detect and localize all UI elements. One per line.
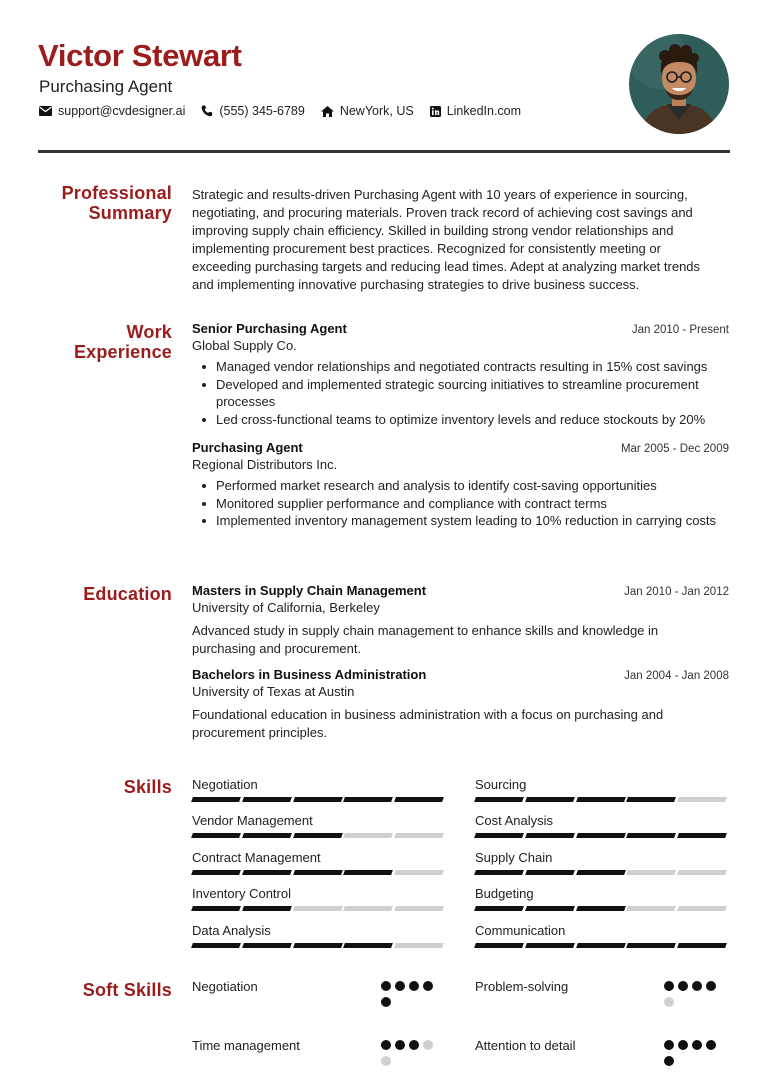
skill-segment-empty bbox=[394, 906, 444, 911]
contact-location bbox=[321, 104, 414, 118]
skill-segment-empty bbox=[626, 870, 676, 875]
skill-segment-filled bbox=[293, 797, 343, 802]
skill-segment-filled bbox=[576, 833, 626, 838]
skill-name: Vendor Management bbox=[192, 813, 313, 828]
school: University of California, Berkeley bbox=[192, 600, 380, 615]
rating-dot-filled bbox=[678, 981, 688, 991]
skill-item bbox=[475, 813, 729, 838]
skill-segment-filled bbox=[626, 797, 676, 802]
skill-segment-filled bbox=[626, 833, 676, 838]
rating-dot-filled bbox=[706, 981, 716, 991]
phone-icon bbox=[201, 105, 213, 117]
soft-skill-name: Time management bbox=[192, 1038, 300, 1053]
email-text: support@cvdesigner.ai bbox=[58, 104, 186, 118]
skill-segment-filled bbox=[525, 797, 575, 802]
skill-rating-bar bbox=[475, 943, 729, 948]
skill-segment-filled bbox=[191, 833, 241, 838]
job-bullets bbox=[192, 477, 729, 530]
skill-segment-filled bbox=[474, 797, 524, 802]
job-bullet: Performed market research and analysis to identify cost-saving opportunities bbox=[192, 477, 729, 495]
section-heading-education: Education bbox=[83, 584, 172, 604]
skill-name: Budgeting bbox=[475, 886, 534, 901]
contact-email[interactable] bbox=[39, 104, 185, 118]
section-heading-experience: Work Experience bbox=[73, 322, 172, 362]
contact-bar bbox=[39, 104, 537, 118]
job-dates: Jan 2010 - Present bbox=[631, 324, 729, 336]
skill-segment-filled bbox=[525, 870, 575, 875]
skill-name: Sourcing bbox=[475, 777, 527, 792]
skill-rating-bar bbox=[192, 797, 446, 802]
skill-segment-empty bbox=[394, 833, 444, 838]
skill-item bbox=[192, 923, 446, 948]
skill-rating-bar bbox=[192, 943, 446, 948]
skill-item bbox=[192, 886, 446, 911]
job-bullet: Led cross-functional teams to optimize inventory levels and reduce stockouts by 20% bbox=[192, 411, 729, 429]
skill-name: Data Analysis bbox=[192, 923, 271, 938]
rating-dot-filled bbox=[692, 1040, 702, 1050]
phone-text: (555) 345-6789 bbox=[219, 104, 305, 118]
skill-item bbox=[192, 813, 446, 838]
skill-segment-filled bbox=[474, 943, 524, 948]
rating-dot-empty bbox=[664, 997, 674, 1007]
skill-rating-bar bbox=[192, 833, 446, 838]
job-entry bbox=[192, 321, 729, 428]
contact-phone[interactable] bbox=[201, 104, 304, 118]
skill-segment-empty bbox=[677, 870, 727, 875]
soft-skill-rating bbox=[664, 1040, 720, 1072]
location-text: NewYork, US bbox=[339, 104, 414, 118]
skill-rating-bar bbox=[475, 870, 729, 875]
soft-skill-rating bbox=[381, 1040, 437, 1072]
skill-segment-filled bbox=[394, 797, 444, 802]
rating-dot-filled bbox=[395, 1040, 405, 1050]
linkedin-text: LinkedIn.com bbox=[446, 104, 522, 118]
skill-segment-empty bbox=[343, 833, 393, 838]
contact-linkedin[interactable] bbox=[430, 104, 521, 118]
skill-rating-bar bbox=[192, 870, 446, 875]
profile-photo bbox=[629, 34, 729, 134]
rating-dot-filled bbox=[678, 1040, 688, 1050]
skill-name: Contract Management bbox=[192, 850, 321, 865]
job-company: Regional Distributors Inc. bbox=[192, 457, 338, 472]
job-company: Global Supply Co. bbox=[192, 338, 297, 353]
skill-segment-filled bbox=[191, 797, 241, 802]
skill-segment-filled bbox=[626, 943, 676, 948]
rating-dot-empty bbox=[381, 1056, 391, 1066]
soft-skill-name: Negotiation bbox=[192, 979, 258, 994]
rating-dot-filled bbox=[706, 1040, 716, 1050]
rating-dot-filled bbox=[692, 981, 702, 991]
education-description: Advanced study in supply chain management to enhance skills and knowledge in purchasing and procurement. bbox=[192, 623, 659, 656]
skill-segment-filled bbox=[677, 943, 727, 948]
job-bullets bbox=[192, 358, 729, 428]
job-entry bbox=[192, 440, 729, 530]
job-bullet: Implemented inventory management system leading to 10% reduction in carrying costs bbox=[192, 512, 729, 530]
degree: Masters in Supply Chain Management bbox=[192, 583, 427, 598]
skill-name: Negotiation bbox=[192, 777, 258, 792]
skill-segment-filled bbox=[474, 870, 524, 875]
skill-rating-bar bbox=[192, 906, 446, 911]
skill-segment-empty bbox=[394, 870, 444, 875]
linkedin-icon bbox=[430, 106, 441, 117]
candidate-name: Victor Stewart bbox=[38, 38, 242, 73]
education-dates: Jan 2010 - Jan 2012 bbox=[624, 586, 729, 598]
skill-item bbox=[475, 777, 729, 802]
skill-item bbox=[192, 777, 446, 802]
skill-segment-filled bbox=[191, 943, 241, 948]
section-heading-summary: Professional Summary bbox=[61, 183, 172, 223]
skill-segment-filled bbox=[242, 797, 292, 802]
skill-segment-empty bbox=[394, 943, 444, 948]
skill-segment-empty bbox=[293, 906, 343, 911]
skill-name: Supply Chain bbox=[475, 850, 553, 865]
section-heading-skills: Skills bbox=[123, 777, 172, 797]
skill-segment-empty bbox=[626, 906, 676, 911]
skill-segment-filled bbox=[242, 943, 292, 948]
skill-item bbox=[475, 923, 729, 948]
skill-segment-filled bbox=[343, 870, 393, 875]
rating-dot-filled bbox=[409, 981, 419, 991]
rating-dot-filled bbox=[664, 1056, 674, 1066]
rating-dot-filled bbox=[381, 981, 391, 991]
education-entry bbox=[192, 667, 729, 742]
skill-segment-empty bbox=[343, 906, 393, 911]
rating-dot-filled bbox=[409, 1040, 419, 1050]
skill-segment-filled bbox=[242, 906, 292, 911]
section-heading-soft-skills: Soft Skills bbox=[82, 980, 172, 1000]
skill-segment-filled bbox=[474, 833, 524, 838]
skill-segment-filled bbox=[242, 870, 292, 875]
skill-item bbox=[475, 886, 729, 911]
skill-segment-filled bbox=[293, 833, 343, 838]
skill-segment-filled bbox=[242, 833, 292, 838]
soft-skill-rating bbox=[381, 981, 437, 1013]
job-dates: Mar 2005 - Dec 2009 bbox=[620, 443, 729, 455]
header-divider bbox=[38, 150, 730, 153]
skill-rating-bar bbox=[475, 906, 729, 911]
skill-segment-filled bbox=[191, 906, 241, 911]
skill-name: Cost Analysis bbox=[475, 813, 554, 828]
job-bullet: Monitored supplier performance and compliance with contract terms bbox=[192, 495, 729, 513]
skill-name: Communication bbox=[475, 923, 566, 938]
education-description: Foundational education in business administration with a focus on purchasing and procurement principles. bbox=[192, 707, 664, 740]
soft-skill-rating bbox=[664, 981, 720, 1013]
skill-segment-filled bbox=[474, 906, 524, 911]
home-icon bbox=[321, 106, 334, 117]
soft-skill-name: Attention to detail bbox=[475, 1038, 576, 1053]
skill-segment-filled bbox=[576, 797, 626, 802]
skill-name: Inventory Control bbox=[192, 886, 291, 901]
skill-segment-empty bbox=[677, 797, 727, 802]
skill-segment-filled bbox=[677, 833, 727, 838]
skill-item bbox=[475, 850, 729, 875]
skill-segment-filled bbox=[525, 943, 575, 948]
skill-segment-filled bbox=[293, 943, 343, 948]
rating-dot-filled bbox=[381, 997, 391, 1007]
degree: Bachelors in Business Administration bbox=[192, 667, 427, 682]
skill-segment-filled bbox=[525, 906, 575, 911]
job-bullet: Managed vendor relationships and negotiated contracts resulting in 15% cost savings bbox=[192, 358, 729, 376]
envelope-icon bbox=[39, 106, 52, 116]
skill-rating-bar bbox=[475, 833, 729, 838]
skill-segment-filled bbox=[576, 870, 626, 875]
rating-dot-filled bbox=[395, 981, 405, 991]
rating-dot-filled bbox=[381, 1040, 391, 1050]
rating-dot-filled bbox=[664, 981, 674, 991]
skill-segment-filled bbox=[525, 833, 575, 838]
skill-segment-filled bbox=[293, 870, 343, 875]
job-title: Purchasing Agent bbox=[39, 77, 173, 96]
soft-skill-name: Problem-solving bbox=[475, 979, 569, 994]
education-dates: Jan 2004 - Jan 2008 bbox=[624, 670, 729, 682]
rating-dot-filled bbox=[423, 981, 433, 991]
skill-segment-empty bbox=[677, 906, 727, 911]
summary-text: Strategic and results-driven Purchasing Agent with 10 years of experience in sourcing, negotiating, and procuring materials. Proven track record of achieving cost savings and improving supply chain efficiency. Skilled in building strong vendor relationships and implementing procurement best practices. Recognized for consistently meeting or exceeding purchasing targets and reducing lead times. Adept at analyzing market trends and implementing innovative purchasing strategies to drive business success. bbox=[192, 187, 701, 292]
skill-segment-filled bbox=[191, 870, 241, 875]
skill-rating-bar bbox=[475, 797, 729, 802]
education-entry bbox=[192, 583, 729, 658]
skill-segment-filled bbox=[343, 943, 393, 948]
job-bullet: Developed and implemented strategic sourcing initiatives to streamline procurement processes bbox=[192, 376, 729, 411]
skill-segment-filled bbox=[576, 906, 626, 911]
skill-segment-filled bbox=[343, 797, 393, 802]
rating-dot-filled bbox=[664, 1040, 674, 1050]
job-role: Purchasing Agent bbox=[192, 440, 303, 455]
job-role: Senior Purchasing Agent bbox=[192, 321, 347, 336]
rating-dot-empty bbox=[423, 1040, 433, 1050]
skill-segment-filled bbox=[576, 943, 626, 948]
skill-item bbox=[192, 850, 446, 875]
school: University of Texas at Austin bbox=[192, 684, 355, 699]
